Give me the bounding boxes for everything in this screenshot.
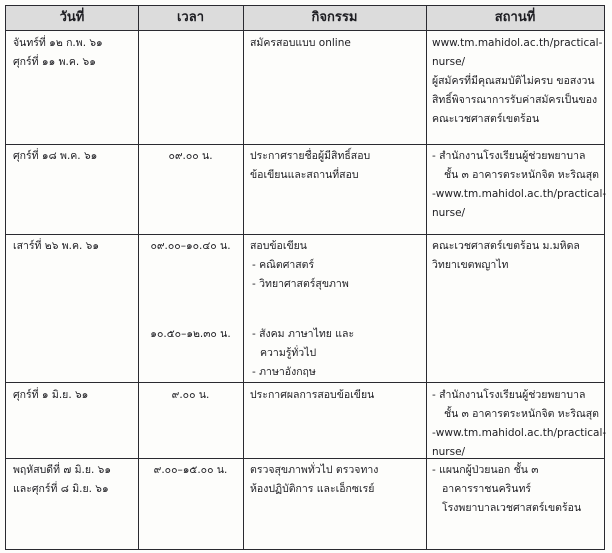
row-3-time-1: ๐๙.๐๐–๑๐.๔๐ น. <box>150 240 231 252</box>
header-place: สถานที่ <box>494 10 536 25</box>
row-1-place: www.tm.mahidol.ac.th/practical- nurse/ ผู้สมัครที่มีคุณสมบัติไม่ครบ ขอสงวน สิทธิ์พิจารณาการรับค่าสมัครเป็นของ คณะเวชศาสตร์เขตร้อน <box>432 37 603 125</box>
row-3-date: เสาร์ที่ ๒๖ พ.ค. ๖๑ <box>13 240 100 252</box>
row-5-place: - แผนกผู้ป่วยนอก ชั้น ๓ อาคารราชนครินทร์ โรงพยาบาลเวชศาสตร์เขตร้อน <box>432 464 582 514</box>
row-2-time: ๐๙.๐๐ น. <box>168 150 213 162</box>
header-date: วันที่ <box>59 10 85 25</box>
row-5-date: พฤหัสบดีที่ ๗ มิ.ย. ๖๑ และศุกร์ที่ ๘ มิ.ย. ๖๑ <box>13 464 112 495</box>
schedule-table <box>5 5 605 550</box>
row-3-time-2: ๑๐.๕๐–๑๒.๓๐ น. <box>150 328 231 340</box>
column-divider <box>426 6 427 549</box>
column-divider <box>243 6 244 549</box>
row-divider <box>6 144 604 145</box>
row-4-activity: ประกาศผลการสอบข้อเขียน <box>250 389 375 401</box>
row-divider <box>6 382 604 383</box>
row-5-time: ๙.๐๐–๑๕.๐๐ น. <box>153 464 228 476</box>
row-5-activity: ตรวจสุขภาพทั่วไป ตรวจทาง ห้องปฏิบัติการ และเอ็กซเรย์ <box>250 464 379 495</box>
header-activity: กิจกรรม <box>311 10 358 25</box>
row-2-date: ศุกร์ที่ ๑๘ พ.ค. ๖๑ <box>13 150 98 162</box>
row-divider <box>6 234 604 235</box>
row-4-place: - สำนักงานโรงเรียนผู้ช่วยพยาบาล ชั้น ๓ อาคารตระหนักจิต หะริณสุต -www.tm.mahidol.ac.th/practical- nurse/ <box>432 389 607 458</box>
row-1-date: จันทร์ที่ ๑๒ ก.พ. ๖๑ ศุกร์ที่ ๑๑ พ.ค. ๖๑ <box>13 37 103 68</box>
row-1-activity: สมัครสอบแบบ online <box>250 37 351 49</box>
header-time: เวลา <box>176 10 204 25</box>
row-3-activity: สอบข้อเขียน - คณิตศาสตร์ - วิทยาศาสตร์สุขภาพ - สังคม ภาษาไทย และ ความรู้ทั่วไป - ภาษาอังกฤษ <box>250 240 355 378</box>
row-2-activity: ประกาศรายชื่อผู้มีสิทธิ์สอบ ข้อเขียนและสถานที่สอบ <box>250 150 371 181</box>
row-2-place: - สำนักงานโรงเรียนผู้ช่วยพยาบาล ชั้น ๓ อาคารตระหนักจิต หะริณสุต -www.tm.mahidol.ac.th/practical- nurse/ <box>432 150 607 219</box>
row-4-time: ๙.๐๐ น. <box>171 389 210 401</box>
table-header <box>6 6 604 31</box>
row-3-place: คณะเวชศาสตร์เขตร้อน ม.มหิดล วิทยาเขตพญาไท <box>432 240 580 271</box>
row-4-date: ศุกร์ที่ ๑ มิ.ย. ๖๑ <box>13 389 89 401</box>
